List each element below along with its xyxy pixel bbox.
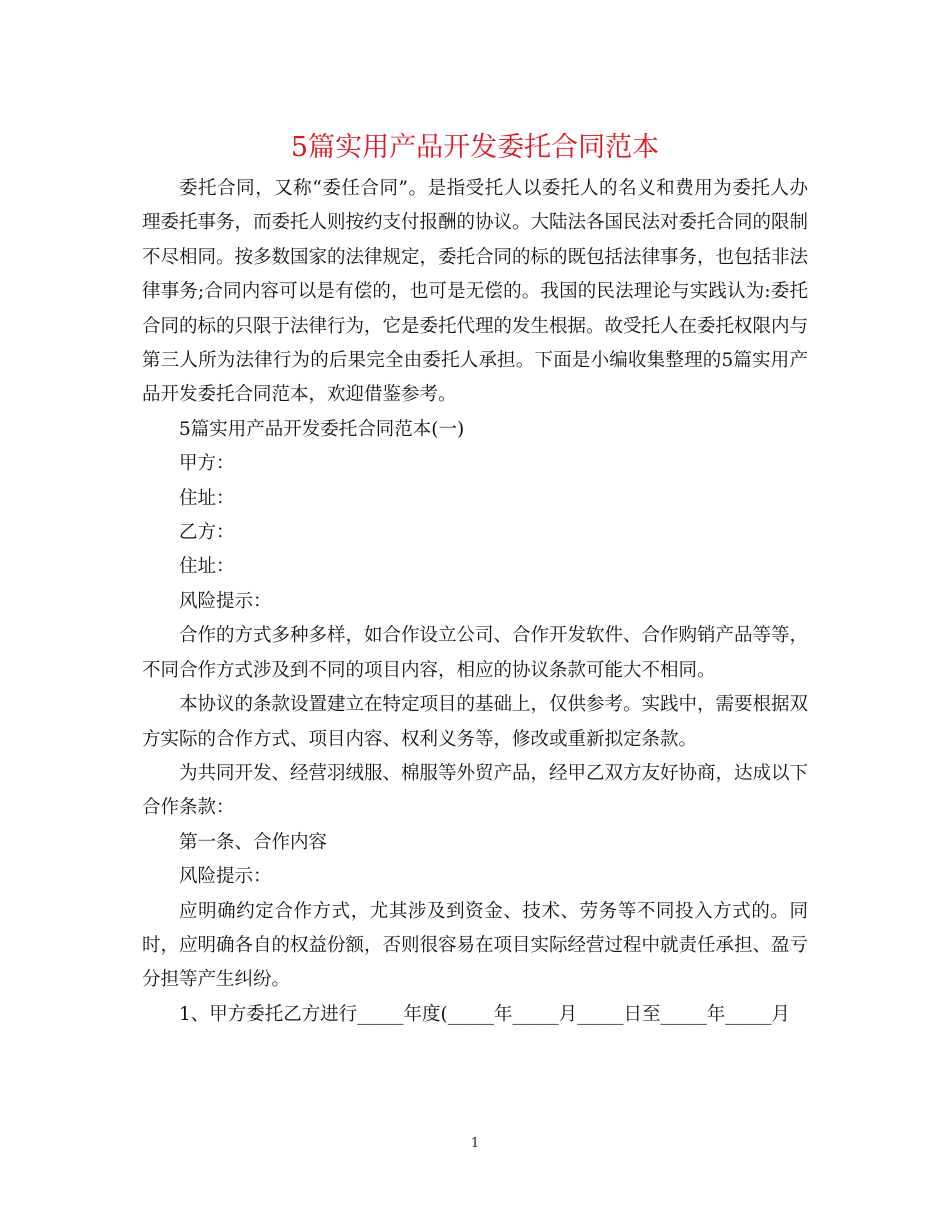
intro-paragraph: 委托合同，又称“委任合同”。是指受托人以委托人的名义和费用为委托人办理委托事务，而委托人则按约支付报酬的协议。大陆法各国民法对委托合同的限制不尽相同。按多数国家的法律规定，委托合同的标的既包括法律事务，也包括非法律事务;合同内容可以是有偿的，也可是无偿的。我国的民法理论与实践认为:委托合同的标的只限于法律行为，它是委托代理的发生根据。故受托人在委托权限内与第三人所为法律行为的后果完全由委托人承担。下面是小编收集整理的5篇实用产品开发委托合同范本，欢迎借鉴参考。 (142, 178, 809, 406)
party-b-label: 乙方： (179, 522, 235, 544)
document-body (142, 172, 808, 1032)
agreement-purpose-paragraph: 为共同开发、经营羽绒服、棉服等外贸产品，经甲乙双方友好协商，达成以下合作条款： (142, 762, 809, 819)
document-title: 5篇实用产品开发委托合同范本 (290, 132, 660, 163)
party-b-address-label: 住址： (179, 556, 235, 578)
section-heading-contract-one: 5篇实用产品开发委托合同范本(一) (179, 418, 465, 440)
risk-notice-heading: 风险提示： (179, 590, 272, 612)
reference-note-paragraph: 本协议的条款设置建立在特定项目的基础上，仅供参考。实践中，需要根据双方实际的合作方式、项目内容、权利义务等，修改或重新拟定条款。 (142, 694, 809, 750)
clause-one-paragraph: 1、甲方委托乙方进行_____年度(_____年_____月_____日至_____年_____月 (179, 1003, 790, 1025)
cooperation-method-paragraph: 应明确约定合作方式，尤其涉及到资金、技术、劳务等不同投入方式的。同时，应明确各自的权益份额，否则很容易在项目实际经营过程中就责任承担、盈亏分担等产生纠纷。 (142, 900, 809, 991)
page-number: 1 (470, 1136, 480, 1151)
risk-notice-heading-2: 风险提示： (179, 866, 272, 888)
party-a-address-label: 住址： (179, 487, 235, 509)
party-a-label: 甲方： (179, 453, 235, 475)
article-one-heading: 第一条、合作内容 (179, 831, 328, 853)
risk-notice-paragraph: 合作的方式多种多样，如合作设立公司、合作开发软件、合作购销产品等等，不同合作方式涉及到不同的项目内容，相应的协议条款可能大不相同。 (142, 625, 809, 681)
